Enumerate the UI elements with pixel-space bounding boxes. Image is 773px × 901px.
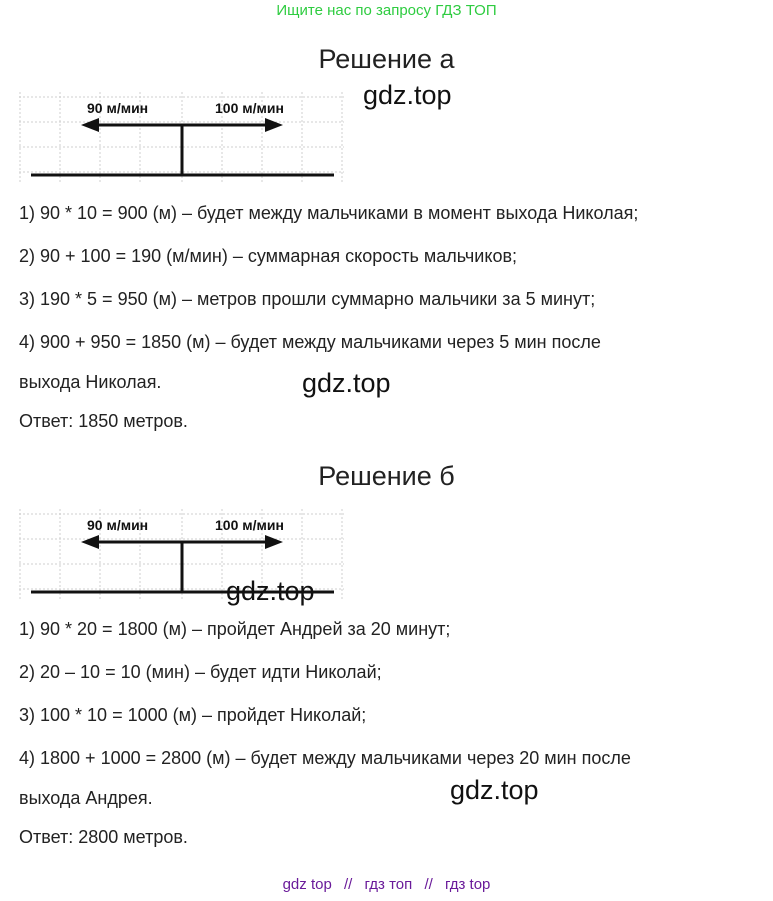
- left-speed-label: 90 м/мин: [87, 517, 149, 533]
- section-a-diagram: [19, 92, 349, 189]
- left-speed-label: 90 м/мин: [87, 100, 149, 116]
- footer-separator: //: [424, 876, 433, 893]
- footer-links: [0, 876, 773, 893]
- footer-link-3[interactable]: гдз top: [444, 876, 491, 893]
- footer-separator: //: [343, 876, 353, 893]
- solution-b-step-3: 3) 100 * 10 = 1000 (м) – пройдет Николай;: [19, 705, 367, 725]
- right-arrow-icon: [265, 118, 283, 132]
- section-b-title: Решение б: [318, 461, 455, 491]
- footer-link-2[interactable]: гдз топ: [364, 876, 413, 893]
- solution-a-step-2: 2) 90 + 100 = 190 (м/мин) – суммарная скорость мальчиков;: [19, 246, 518, 266]
- solution-b-step-4-cont: выхода Андрея.: [19, 788, 153, 808]
- motion-diagram-a: [19, 92, 349, 184]
- watermark: gdz.top: [226, 576, 315, 606]
- solution-b-step-4: 4) 1800 + 1000 = 2800 (м) – будет между мальчиками через 20 мин после: [19, 748, 631, 768]
- left-arrow-icon: [81, 118, 99, 132]
- search-banner: Ищите нас по запросу ГДЗ ТОП: [276, 2, 497, 19]
- solution-a-step-4-cont: выхода Николая.: [19, 372, 162, 392]
- solution-b-answer: Ответ: 2800 метров.: [19, 827, 188, 847]
- solution-a-step-1: 1) 90 * 10 = 900 (м) – будет между мальчиками в момент выхода Николая;: [19, 203, 639, 223]
- solution-a-step-3: 3) 190 * 5 = 950 (м) – метров прошли суммарно мальчики за 5 минут;: [19, 289, 596, 309]
- footer-link-1[interactable]: gdz top: [282, 876, 332, 893]
- section-a-title: Решение а: [318, 44, 455, 74]
- left-arrow-icon: [81, 535, 99, 549]
- right-speed-label: 100 м/мин: [215, 100, 284, 116]
- right-speed-label: 100 м/мин: [215, 517, 284, 533]
- watermark: gdz.top: [302, 368, 391, 398]
- solution-a-step-4: 4) 900 + 950 = 1850 (м) – будет между мальчиками через 5 мин после: [19, 332, 601, 352]
- watermark: gdz.top: [450, 775, 539, 805]
- watermark: gdz.top: [363, 80, 452, 110]
- solution-b-step-1: 1) 90 * 20 = 1800 (м) – пройдет Андрей за 20 минут;: [19, 619, 451, 639]
- right-arrow-icon: [265, 535, 283, 549]
- solution-b-step-2: 2) 20 – 10 = 10 (мин) – будет идти Николай;: [19, 662, 382, 682]
- solution-a-answer: Ответ: 1850 метров.: [19, 411, 188, 431]
